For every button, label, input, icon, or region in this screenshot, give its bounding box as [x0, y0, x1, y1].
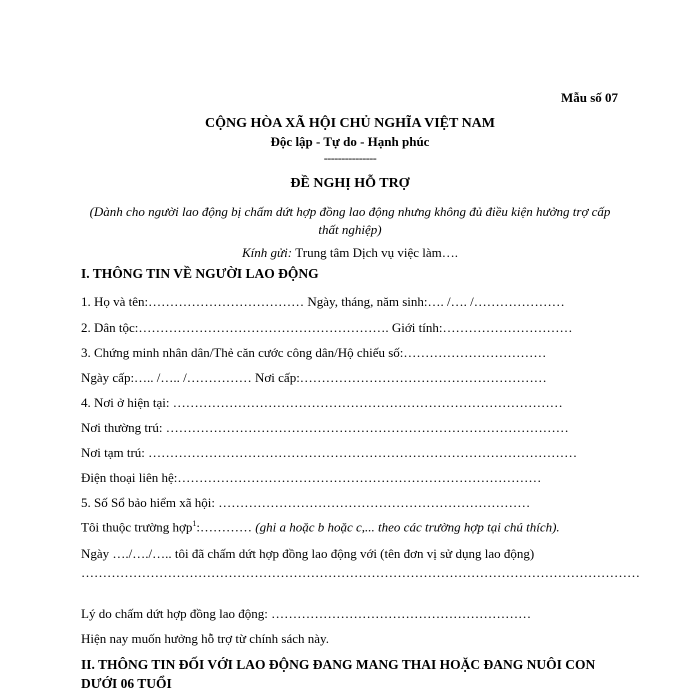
case-type-note: (ghi a hoặc b hoặc c,... theo các trường hợp tại chú thích). [255, 519, 560, 535]
footnote-marker: 1 [192, 519, 197, 528]
document-title: ĐỀ NGHỊ HỖ TRỢ [290, 176, 410, 191]
field-phone: Điện thoại liên hệ:………………………………………………………………………… [81, 470, 542, 485]
form-number: Mẫu số 07 [560, 90, 618, 105]
field-current-address: 4. Nơi ở hiện tại: ……………………………………………………………………………… [81, 395, 563, 410]
field-name-dob: 1. Họ và tên:……………………………… Ngày, tháng, năm sinh:…. /…. /………………… [81, 294, 565, 309]
case-type-label: Tôi thuộc trường hợp [81, 519, 193, 535]
field-contract-termination: Ngày …./…./….. tôi đã chấm dứt hợp đồng lao động với (tên đơn vị sử dụng lao động) ………………………………………………………………………………………………………………… [81, 546, 640, 580]
section-1-heading: I. THÔNG TIN VỀ NGƯỜI LAO ĐỘNG [81, 266, 319, 281]
field-temporary-address: Nơi tạm trú: ……………………………………………………………………………………… [81, 445, 578, 460]
nation-header: CỘNG HÒA XÃ HỘI CHỦ NGHĨA VIỆT NAM [204, 116, 495, 131]
section-2-heading: II. THÔNG TIN ĐỐI VỚI LAO ĐỘNG ĐANG MANG THAI HOẶC ĐANG NUÔI CON DƯỚI 06 TUỔI [81, 657, 596, 691]
field-ethnicity-gender: 2. Dân tộc:…………………………………………………. Giới tính:………………………… [81, 320, 573, 335]
field-permanent-address: Nơi thường trú: ………………………………………………………………………………… [81, 420, 569, 435]
field-termination-reason: Lý do chấm dứt hợp đồng lao động: …………………………………………………… [81, 606, 532, 621]
field-request-statement: Hiện nay muốn hưởng hỗ trợ từ chính sách này. [81, 631, 329, 646]
field-case-type [81, 519, 560, 535]
field-social-insurance: 5. Số Sổ bảo hiểm xã hội: ……………………………………………………………… [81, 495, 531, 510]
field-issue-date-place: Ngày cấp:….. /….. /…………… Nơi cấp:………………………………………………… [81, 370, 547, 385]
motto: Độc lập - Tự do - Hạnh phúc [270, 134, 430, 149]
recipient-line [0, 245, 700, 261]
case-type-blank: :………… [196, 519, 256, 535]
header-separator: --------------- [323, 151, 377, 165]
field-id-number: 3. Chứng minh nhân dân/Thẻ căn cước công dân/Hộ chiếu số:…………………………… [81, 345, 547, 360]
recipient-label: Kính gửi: [241, 245, 293, 260]
document-subtitle: (Dành cho người lao động bị chấm dứt hợp đồng lao động nhưng không đủ điều kiện hưởng trợ cấp thất nghiệp) [89, 204, 611, 237]
recipient-value: Trung tâm Dịch vụ việc làm…. [295, 245, 459, 260]
